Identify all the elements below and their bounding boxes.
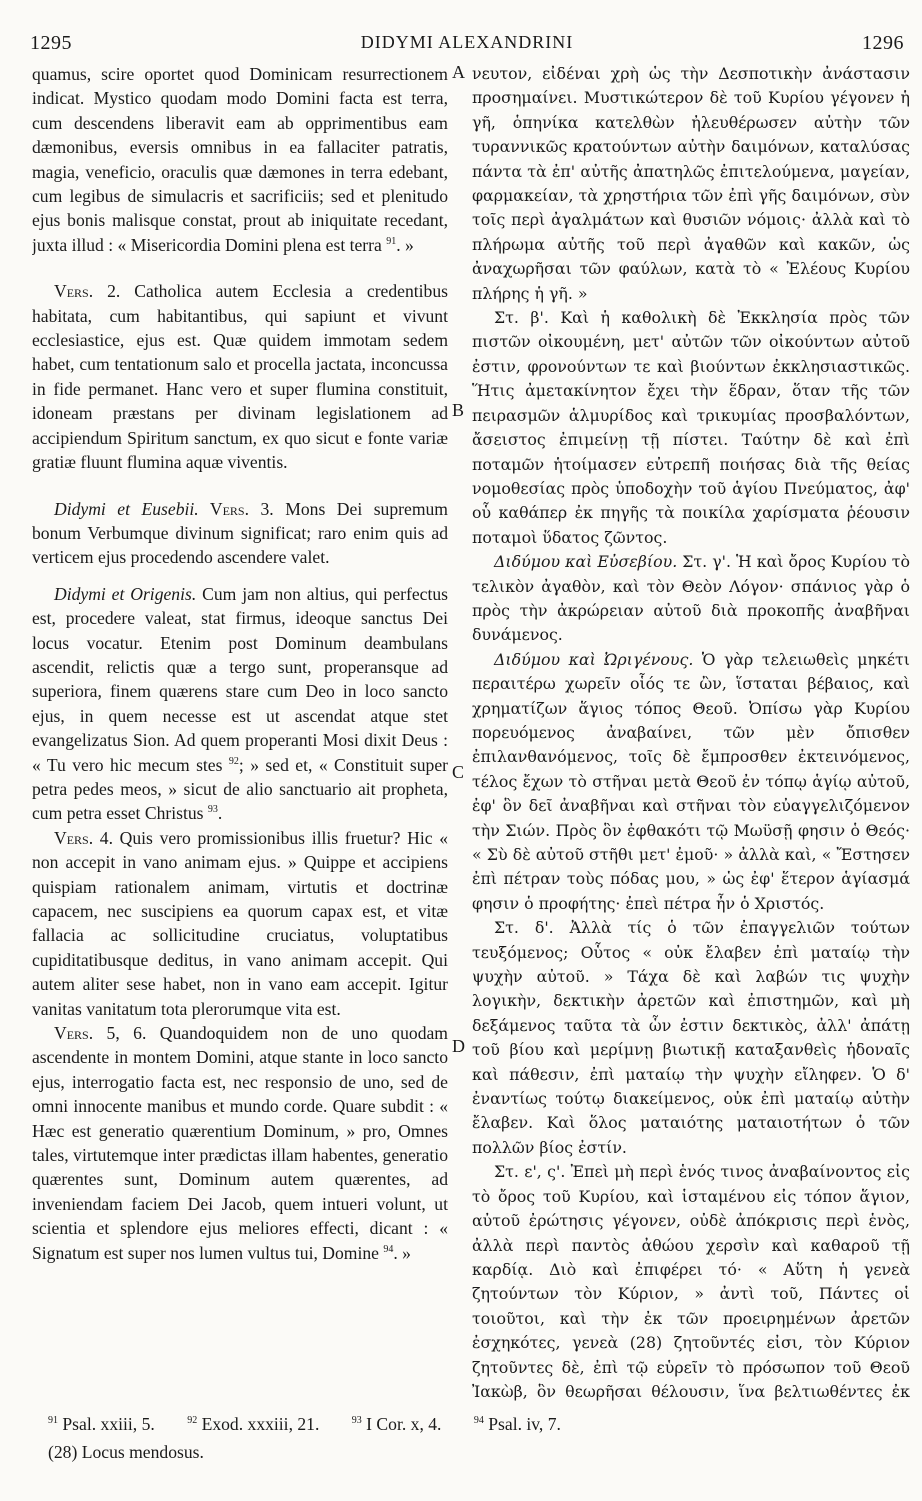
footnote-ref: 94 [383,1243,394,1255]
greek-paragraph: Διδύμου καὶ Ὠριγένους. Ὁ γὰρ τελειωθεὶς μηκέτι περαιτέρω χωρεῖν οἷός τε ὢν, ἵσταται βέβαιος, καὶ χρηματίζων ἅγιος τόπος Θεοῦ. Ὀπίσω γὰρ Κυρίου πορευόμενος ἀναβαίνει, τῶν μὲν ὄπισθεν ἐπιλανθανόμενος, τοῖς δὲ ἔμπροσθεν ἐκτεινόμενος, τέλος ἔχων τὸ στῆναι μετὰ Θεοῦ ἐν τόπῳ ἁγίῳ αὐτοῦ, ἐφ' ὃν δεῖ ἀναβῆναι καὶ στῆναι τὸν εὐαγγελιζόμενον τὴν Σιών. Πρὸς ὃν ἐφθακότι τῷ Μωϋσῇ φησιν ὁ Θεός· « Σὺ δὲ αὐτοῦ στῆθι μετ' ἐμοῦ· » ἀλλὰ καὶ, « Ἔστησεν ἐπὶ πέτραν τοὺς πόδας μου, » ὡς ἐφ' ἕτερον ἁγίασμά φησιν ὁ προφήτης· ἐπεὶ πέτρα ἦν ὁ Χριστός. [472,649,910,913]
latin-paragraph: quamus, scire oportet quod Dominicam resurrectionem indicat. Mystico quodam modo Domini facta est terra, cum descendens liberavit eam ab opprimentibus eam dæmonibus, eversis omnibus in ea fallaciter patratis, magia, veneficio, oraculis quæ dæmones in terra edebant, cum legibus de simulacris et sacrificiis; sed et plenitudo ejus bonis malisque constat, prout ab iniquitate recedant, juxta illud : « Misericordia Domini plena est terra $^{91}$. » [32,64,448,255]
greek-paragraph: Στ. δ'. Ἀλλὰ τίς ὁ τῶν ἐπαγγελιῶν τούτων τευξόμενος; Οὗτος « οὐκ ἔλαβεν ἐπὶ ματαίῳ τὴν ψυχὴν αὐτοῦ. » Τάχα δὲ καὶ λαβών τις ψυχὴν λογικὴν, δεκτικὴν ἀρετῶν καὶ ἐπιστημῶν, καὶ μὴ δεξάμενος ταῦτα τὰ ὧν ἐστιν δεκτικὸς, ἀλλ' ἀπάτῃ τοῦ βίου καὶ μερίμνῃ βιωτικῇ καταξανθεὶς ἡδοναῖς καὶ πάθεσιν, ἐπὶ ματαίῳ τὴν ψυχὴν εἴληφεν. Ὁ δ' ἐναντίως τούτῳ διακείμενος, οὐκ ἐπὶ ματαίῳ αὐτὴν ἔλαβεν. Καὶ ὅλος ματαιότης ματαιοτήτων ὁ τῶν πολλῶν βίος ἐστίν. [472,918,910,1157]
latin-paragraph: Vers. 5, 6. Quandoquidem non de uno quodam ascendente in montem Domini, atque stante in loco sancto ejus, interrogatio facta est, nec responsio de uno, sed de omni innocente manibus et mundo corde. Quare subdit : « Hæc est generatio quærentium Dominum, » pro, Omnes tales, virtutemque inter prædictas illam habentes, generatio quærentes sunt, Dominum autem quærentes, ad inveniendam faciem Dei Jacob, quem intueri volunt, ut scientia et splendore ejus meliores effecti, dicant : « Signatum est super nos lumen vultus tui, Domine $^{94}$. » [32,1023,448,1263]
footnote: $^{93}$ I Cor. x, 4. [351,1414,442,1434]
footnote-ref: 92 [228,755,239,767]
verse-label: Vers. 2. [54,281,121,302]
footnote: $^{91}$ Psal. xxiii, 5. [48,1414,155,1434]
footnote-ref: 93 [207,804,218,816]
margin-marker-b: B [452,400,465,420]
footnote-row [48,1410,904,1438]
margin-marker-c: C [452,762,465,782]
footnote: $^{92}$ Exod. xxxiii, 21. [187,1414,320,1434]
running-header [30,32,904,58]
editor-note: (28) Locus mendosus. [48,1442,204,1462]
greek-paragraph: νευτον, εἰδέναι χρὴ ὡς τὴν Δεσποτικὴν ἀνάστασιν προσημαίνει. Μυστικώτερον δὲ τοῦ Κυρίου γέγονεν ἡ γῆ, ὁπηνίκα κατελθὼν ἠλευθέρωσεν αὐτὴν τῶν τυραννικῶς κρατούντων αὐτὴν δαιμόνων, καταλύσας πάντα τὰ ἐπ' αὐτῆς ἀπατηλῶς ἐπιτελούμενα, μαγείαν, φαρμακείαν, τὰ χρηστήρια τῶν ἐπὶ γῆς δαιμόνων, σὺν τοῖς περὶ ἀγαλμάτων καὶ θυσιῶν νόμοις· ἀλλὰ καὶ τὸ πλήρωμα αὐτῆς τοῦ περὶ ἀγαθῶν καὶ κακῶν, ὡς ἀναχωρῆσαι τῶν φαύλων, κατὰ τὸ « Ἐλέους Κυρίου πλήρης ἡ γῆ. » [472,64,910,303]
attribution-label: Didymi et Origenis. [54,583,197,604]
attribution-label: Διδύμου καὶ Ὠριγένους. [494,649,694,669]
attribution-label: Didymi et Eusebii. [54,498,199,519]
greek-paragraph: Στ. β'. Καὶ ἡ καθολικὴ δὲ Ἐκκλησία πρὸς τῶν πιστῶν οἰκουμένη, μετ' αὐτῶν τῶν οἰκούντων αὐτοῦ ἐστιν, φρονούντων τε καὶ βιούντων ἐκκλησιαστικῶς. Ἥτις ἀμετακίνητον ἔχει τὴν ἕδραν, ὅταν τῆς τῶν πειρασμῶν ἁλμυρίδος καὶ τρικυμίας προσβαλόντων, ἄσειστος ἐπιμείνῃ τῇ πίστει. Ταύτην δὲ καὶ ἐπὶ ποταμῶν ἡτοίμασεν εὐτρεπῆ ποιήσας διὰ τῆς θείας νομοθεσίας πρὸς ὑποδοχὴν τοῦ ἁγίου Πνεύματος, ἀφ' οὗ καθάπερ ἐκ πηγῆς τὰ ποικίλα χαρίσματα ῥέουσιν ποταμοὶ ὕδατος ζῶντος. [472,308,910,547]
editor-note-ref: (28) [629,1333,663,1353]
greek-column [472,62,910,1402]
footnote-ref: 91 [386,235,397,247]
attribution-label: Διδύμου καὶ Εὐσεβίου. [494,552,678,572]
footnotes [48,1410,904,1466]
greek-paragraph: Στ. ε', ς'. Ἐπεὶ μὴ περὶ ἑνός τινος ἀναβαίνοντος εἰς τὸ ὄρος τοῦ Κυρίου, καὶ ἱσταμένου εἰς τόπον ἅγιον, αὐτοῦ ἐρώτησις γέγονεν, οὐδὲ ἀπόκρισις περὶ ἑνὸς, ἀλλὰ περὶ παντὸς ἀθώου χερσὶν καὶ καθαροῦ τῇ καρδίᾳ. Διὸ καὶ ἐπιφέρει τό· « Αὕτη ἡ γενεὰ ζητούντων τὸν Κύριον, » ἀντὶ τοῦ, Πάντες οἱ τοιοῦτοι, καὶ τὴν ἐκ τῶν προειρημένων ἀρετῶν ἐσχηκότες, γενεὰ (28) ζητοῦντές εἰσι, τὸν Κύριον ζητοῦντες δὲ, ἐπὶ τῷ εὑρεῖν τὸ πρόσωπον τοῦ Θεοῦ Ἰακὼβ, ὃν θεωρῆσαι θέλουσιν, ἵνα βελτιωθέντες ἐκ [472,1162,910,1401]
latin-paragraph: Vers. 4. Quis vero promissionibus illis fruetur? Hic « non accepit in vano animam ejus. » Quippe et accipiens quispiam rationalem animam, virtutis et doctrinæ capacem, nec suscipiens ea quorum capax est, et vitæ fallacia ac sollicitudine cruciatus, voluptatibus cupiditatibusque deditus, in vano animam accepit. Qui autem aliter sese habet, non in vano eam accepit. Igitur vanitas vanitatum tota plerorumque vita est. [32,827,448,1019]
page-number-right: 1296 [862,32,904,54]
verse-label: Vers. 4. [54,827,113,848]
latin-paragraph: Didymi et Eusebii. Vers. 3. Mons Dei supremum bonum Verbumque divinum significat; raro enim quis ad verticem ejus procedendo ascendere valet. [32,498,448,568]
latin-paragraph: Didymi et Origenis. Cum jam non altius, qui perfectus est, procedere valeat, stat firmus, ideoque sanctus Dei locus vocatur. Etenim post Dominum deambulans ascendit, relictis quæ a tergo sunt, properansque ad superiora, finem quærens stare cum Deo in loco sancto ejus, in quem necesse est ut ascendat atque stet evangelizatus Sion. Ad quem properanti Mosi dixit Deus : « Tu vero hic mecum stes $^{92}$; » sed et, « Constituit super petra pedes meos, » sicut de alio sanctuario ait propheta, cum petra esset Christus $^{93}$. [32,583,448,824]
verse-label: Vers. 5, 6. [54,1023,147,1044]
latin-paragraph: Vers. 2. Catholica autem Ecclesia a credentibus habitata, cum habitantibus, qui sapiunt et vivunt ecclesiastice, ejus est. Quæ quidem immotam sedem habet, cum tentationum salo et procella jactata, inconcussa in fide permanet. Hanc vero et super flumina constituit, idoneam præstans per divinam legislationem ad accipiendum Spiritum sanctum, ex quo sicut e fonte variæ gratiæ fluunt flumina aquæ viventis. [32,281,448,473]
footnote: $^{94}$ Psal. iv, 7. [473,1414,561,1434]
page-number-left: 1295 [30,32,72,54]
margin-marker-d: D [452,1036,465,1056]
running-title: DIDYMI ALEXANDRINI [360,32,574,52]
latin-column [32,62,448,1402]
margin-marker-a: A [452,62,465,82]
greek-paragraph: Διδύμου καὶ Εὐσεβίου. Στ. γ'. Ἡ καὶ ὄρος Κυρίου τὸ τελικὸν ἀγαθὸν, καὶ τὸν Θεὸν Λόγον· σπάνιος γὰρ ὁ πρὸς τὴν ἀκρώρειαν αὐτοῦ διὰ προκοπῆς ἀναβῆναι δυνάμενος. [472,552,910,645]
